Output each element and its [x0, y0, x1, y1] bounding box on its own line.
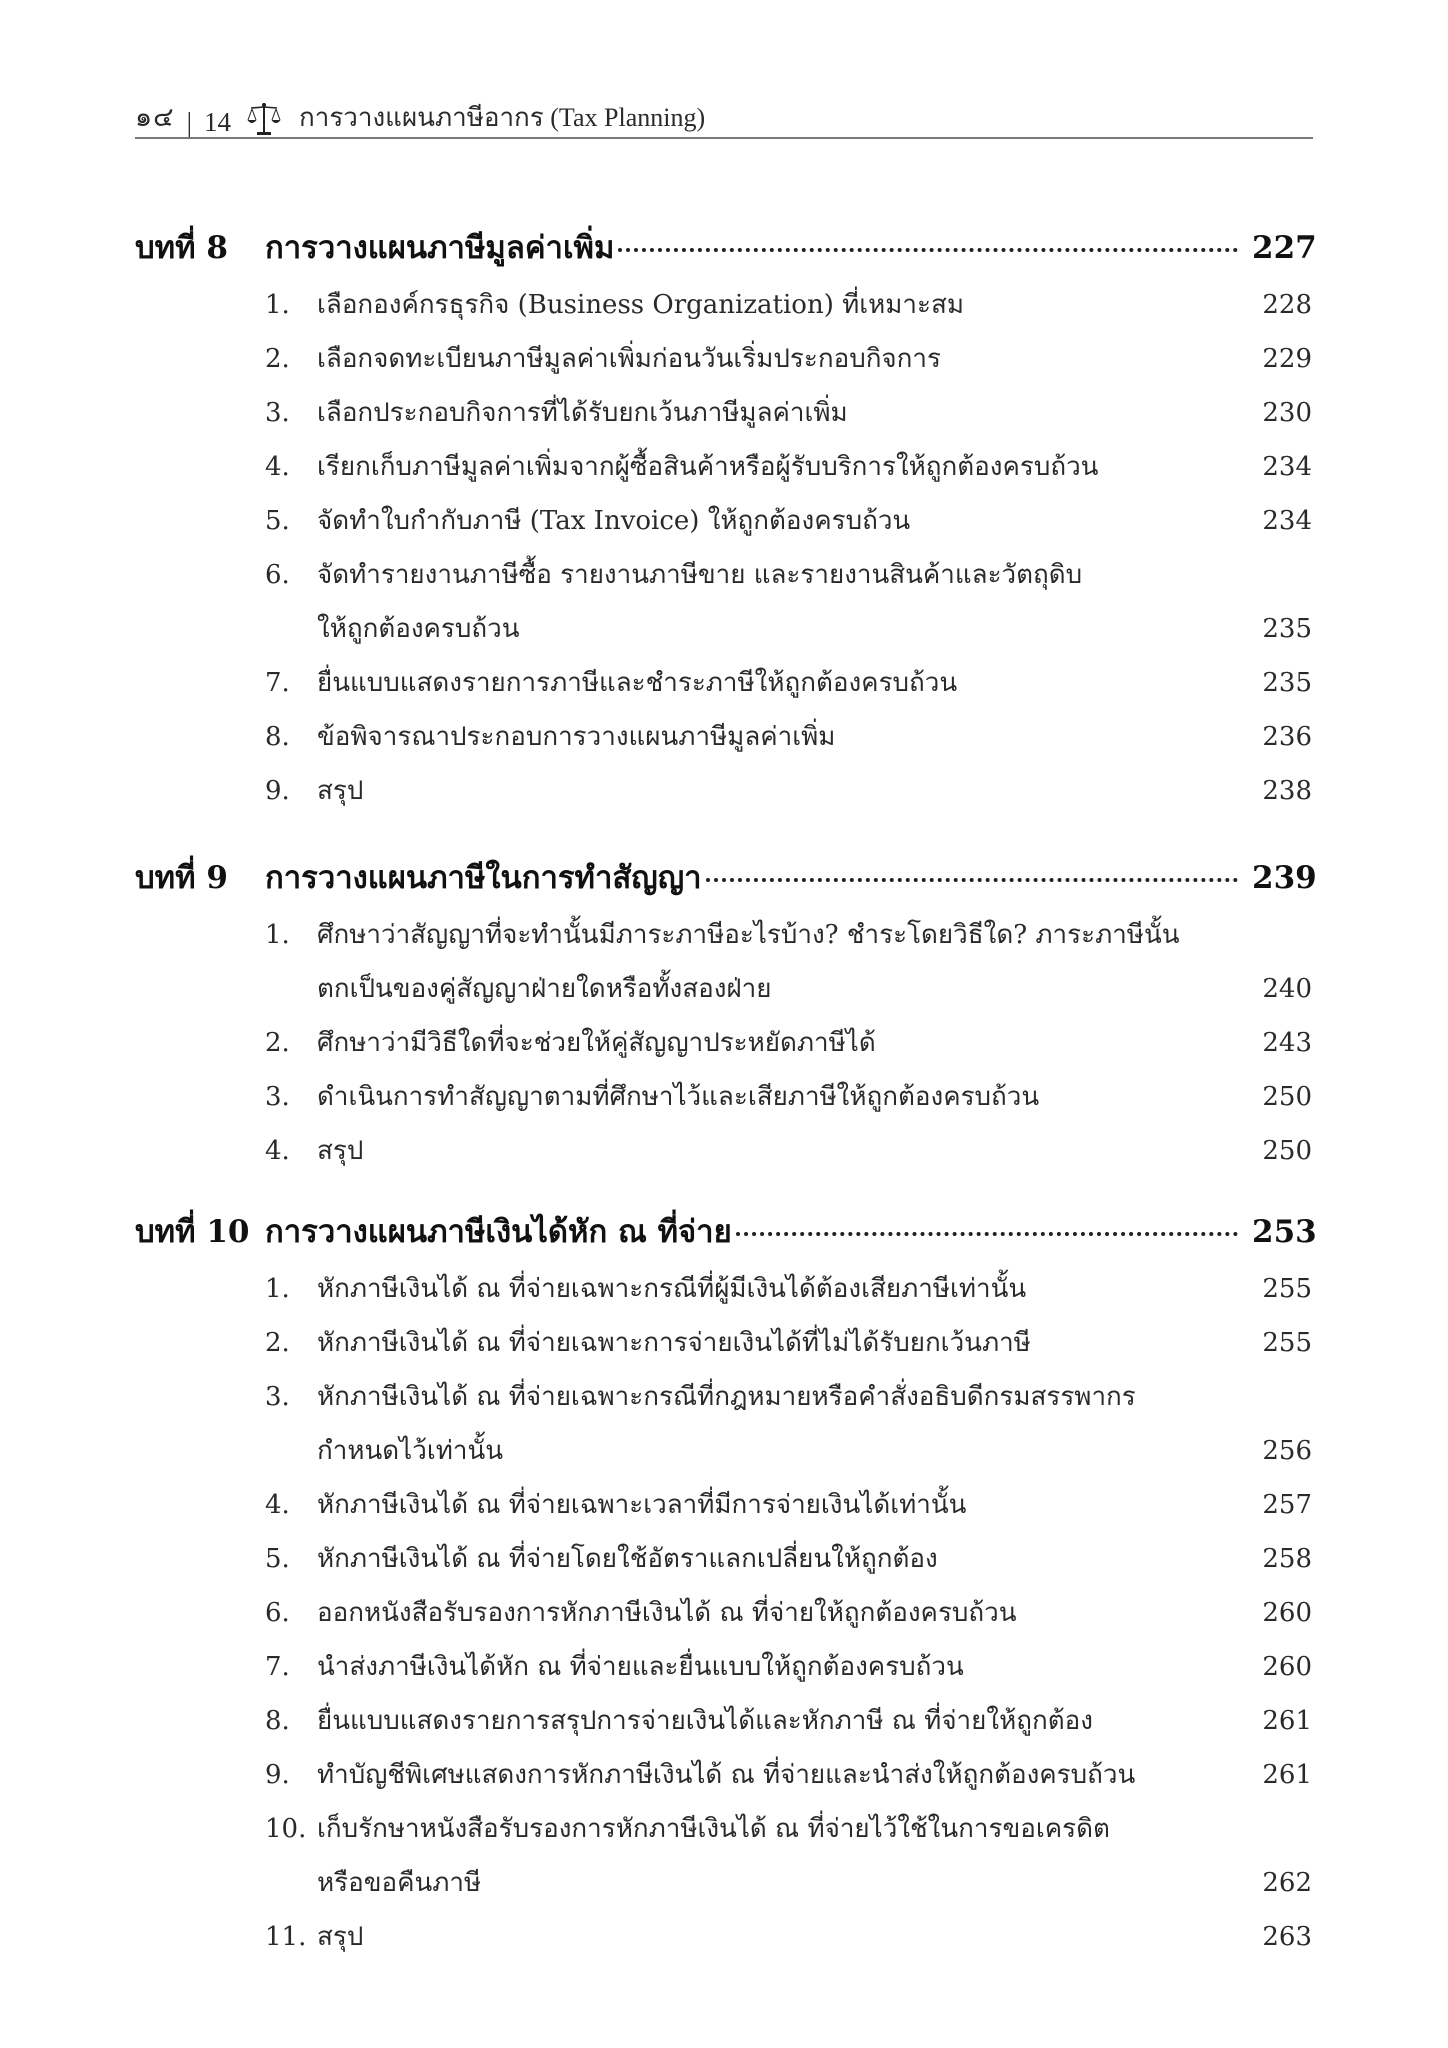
item-number: 3. [265, 1082, 290, 1112]
page-number-thai: ๑๔ [135, 102, 175, 132]
item-page: 243 [1262, 1028, 1312, 1058]
item-text: จัดทำรายงานภาษีซื้อ รายงานภาษีขาย และรายงานสินค้าและวัตถุดิบ [317, 560, 1083, 590]
item-page: 234 [1262, 452, 1312, 482]
item-text: เก็บรักษาหนังสือรับรองการหักภาษีเงินได้ ณ ที่จ่ายไว้ใช้ในการขอเครดิต [317, 1814, 1110, 1844]
scales-of-justice-icon [247, 102, 281, 136]
item-number: 5. [265, 1544, 290, 1574]
toc-item-continuation [265, 1430, 1312, 1471]
item-page: 256 [1262, 1436, 1312, 1466]
toc-item [265, 1268, 1312, 1309]
chapter-page: 227 [1252, 230, 1317, 266]
item-page: 255 [1262, 1328, 1312, 1358]
item-page: 229 [1262, 344, 1312, 374]
item-text: สรุป [317, 1136, 364, 1166]
chapter-10-heading [135, 1206, 1317, 1256]
chapter-page: 253 [1252, 1214, 1317, 1250]
item-text: ยื่นแบบแสดงรายการสรุปการจ่ายเงินได้และหักภาษี ณ ที่จ่ายให้ถูกต้อง [317, 1706, 1093, 1736]
toc-item [265, 1076, 1312, 1117]
item-text: ศึกษาว่ามีวิธีใดที่จะช่วยให้คู่สัญญาประหยัดภาษีได้ [317, 1028, 876, 1058]
toc-item [265, 1130, 1312, 1171]
item-number: 6. [265, 560, 290, 590]
item-number: 7. [265, 668, 290, 698]
item-page: 258 [1262, 1544, 1312, 1574]
toc-item-continuation [265, 1862, 1312, 1903]
toc-item [265, 1538, 1312, 1579]
toc-item [265, 1808, 1312, 1849]
item-text: เลือกองค์กรธุรกิจ (Business Organization) ที่เหมาะสม [317, 290, 964, 320]
item-text: ทำบัญชีพิเศษแสดงการหักภาษีเงินได้ ณ ที่จ่ายและนำส่งให้ถูกต้องครบถ้วน [317, 1760, 1136, 1790]
toc-item [265, 338, 1312, 379]
toc-item [265, 914, 1312, 955]
item-text: หักภาษีเงินได้ ณ ที่จ่ายเฉพาะการจ่ายเงินได้ที่ไม่ได้รับยกเว้นภาษี [317, 1328, 1031, 1358]
item-page: 240 [1262, 974, 1312, 1004]
toc-item [265, 284, 1312, 325]
item-number: 4. [265, 452, 290, 482]
dot-leader [736, 1231, 1238, 1236]
item-page: 235 [1262, 614, 1312, 644]
item-number: 10. [265, 1814, 307, 1844]
toc-item [265, 446, 1312, 487]
item-page: 260 [1262, 1652, 1312, 1682]
item-page: 260 [1262, 1598, 1312, 1628]
chapter-label: บทที่ 8 [135, 230, 228, 266]
toc-item [265, 500, 1312, 541]
toc-item-continuation [265, 608, 1312, 649]
toc-item [265, 1022, 1312, 1063]
item-number: 5. [265, 506, 290, 536]
item-text: เลือกประกอบกิจการที่ได้รับยกเว้นภาษีมูลค่าเพิ่ม [317, 398, 848, 428]
item-number: 1. [265, 920, 290, 950]
item-text: นำส่งภาษีเงินได้หัก ณ ที่จ่ายและยื่นแบบให้ถูกต้องครบถ้วน [317, 1652, 964, 1682]
item-text: หักภาษีเงินได้ ณ ที่จ่ายเฉพาะกรณีที่กฎหมายหรือคำสั่งอธิบดีกรมสรรพากร [317, 1382, 1136, 1412]
item-page: 255 [1262, 1274, 1312, 1304]
item-page: 257 [1262, 1490, 1312, 1520]
item-number: 4. [265, 1136, 290, 1166]
item-text: หรือขอคืนภาษี [317, 1868, 482, 1898]
chapter-page: 239 [1252, 860, 1317, 896]
item-page: 250 [1262, 1082, 1312, 1112]
toc-item [265, 1592, 1312, 1633]
item-text: ตกเป็นของคู่สัญญาฝ่ายใดหรือทั้งสองฝ่าย [317, 974, 772, 1004]
item-text: ให้ถูกต้องครบถ้วน [317, 614, 520, 644]
chapter-label: บทที่ 9 [135, 860, 228, 896]
item-number: 8. [265, 722, 290, 752]
item-number: 8. [265, 1706, 290, 1736]
header-rule [135, 137, 1313, 139]
item-text: สรุป [317, 776, 364, 806]
item-page: 261 [1262, 1760, 1312, 1790]
item-text: หักภาษีเงินได้ ณ ที่จ่ายโดยใช้อัตราแลกเปลี่ยนให้ถูกต้อง [317, 1544, 938, 1574]
item-text: ออกหนังสือรับรองการหักภาษีเงินได้ ณ ที่จ่ายให้ถูกต้องครบถ้วน [317, 1598, 1017, 1628]
item-text: กำหนดไว้เท่านั้น [317, 1436, 503, 1466]
item-page: 238 [1262, 776, 1312, 806]
item-number: 3. [265, 398, 290, 428]
dot-leader [706, 877, 1238, 882]
item-page: 250 [1262, 1136, 1312, 1166]
running-header [135, 98, 1313, 138]
item-text: ข้อพิจารณาประกอบการวางแผนภาษีมูลค่าเพิ่ม [317, 722, 836, 752]
item-page: 230 [1262, 398, 1312, 428]
item-number: 7. [265, 1652, 290, 1682]
toc-item [265, 1322, 1312, 1363]
toc-item [265, 1376, 1312, 1417]
dot-leader [618, 247, 1238, 252]
item-number: 3. [265, 1382, 290, 1412]
chapter-9-heading [135, 852, 1317, 902]
chapter-title: การวางแผนภาษีเงินได้หัก ณ ที่จ่าย [265, 1214, 732, 1250]
toc-item [265, 1700, 1312, 1741]
header-separator: | [186, 107, 192, 137]
item-page: 234 [1262, 506, 1312, 536]
toc-item [265, 1916, 1312, 1957]
toc-item-continuation [265, 968, 1312, 1009]
item-number: 4. [265, 1490, 290, 1520]
item-page: 228 [1262, 290, 1312, 320]
toc-item [265, 716, 1312, 757]
item-number: 11. [265, 1922, 307, 1952]
item-text: เรียกเก็บภาษีมูลค่าเพิ่มจากผู้ซื้อสินค้าหรือผู้รับบริการให้ถูกต้องครบถ้วน [317, 452, 1099, 482]
chapter-title: การวางแผนภาษีมูลค่าเพิ่ม [265, 230, 615, 266]
item-number: 6. [265, 1598, 290, 1628]
item-number: 2. [265, 1328, 290, 1358]
item-number: 2. [265, 344, 290, 374]
item-text: หักภาษีเงินได้ ณ ที่จ่ายเฉพาะกรณีที่ผู้มีเงินได้ต้องเสียภาษีเท่านั้น [317, 1274, 1027, 1304]
item-number: 1. [265, 1274, 290, 1304]
toc-item [265, 1646, 1312, 1687]
item-page: 261 [1262, 1706, 1312, 1736]
item-number: 9. [265, 776, 290, 806]
toc-item [265, 770, 1312, 811]
item-number: 1. [265, 290, 290, 320]
chapter-title: การวางแผนภาษีในการทำสัญญา [265, 860, 702, 896]
item-page: 235 [1262, 668, 1312, 698]
item-number: 2. [265, 1028, 290, 1058]
toc-item [265, 392, 1312, 433]
toc-item [265, 1754, 1312, 1795]
item-text: ศึกษาว่าสัญญาที่จะทำนั้นมีภาระภาษีอะไรบ้าง? ชำระโดยวิธีใด? ภาระภาษีนั้น [317, 920, 1180, 950]
item-text: เลือกจดทะเบียนภาษีมูลค่าเพิ่มก่อนวันเริ่มประกอบกิจการ [317, 344, 941, 374]
page-number-arabic: 14 [203, 107, 231, 137]
toc-item [265, 1484, 1312, 1525]
item-page: 262 [1262, 1868, 1312, 1898]
chapter-label: บทที่ 10 [135, 1214, 250, 1250]
toc-item [265, 554, 1312, 595]
toc-item [265, 662, 1312, 703]
book-title: การวางแผนภาษีอากร (Tax Planning) [298, 103, 706, 132]
item-text: ยื่นแบบแสดงรายการภาษีและชำระภาษีให้ถูกต้องครบถ้วน [317, 668, 958, 698]
item-page: 236 [1262, 722, 1312, 752]
item-number: 9. [265, 1760, 290, 1790]
item-text: หักภาษีเงินได้ ณ ที่จ่ายเฉพาะเวลาที่มีการจ่ายเงินได้เท่านั้น [317, 1490, 967, 1520]
chapter-8-heading [135, 222, 1317, 272]
item-text: จัดทำใบกำกับภาษี (Tax Invoice) ให้ถูกต้องครบถ้วน [317, 506, 911, 536]
item-page: 263 [1262, 1922, 1312, 1952]
item-text: ดำเนินการทำสัญญาตามที่ศึกษาไว้และเสียภาษีให้ถูกต้องครบถ้วน [317, 1082, 1040, 1112]
item-text: สรุป [317, 1922, 364, 1952]
